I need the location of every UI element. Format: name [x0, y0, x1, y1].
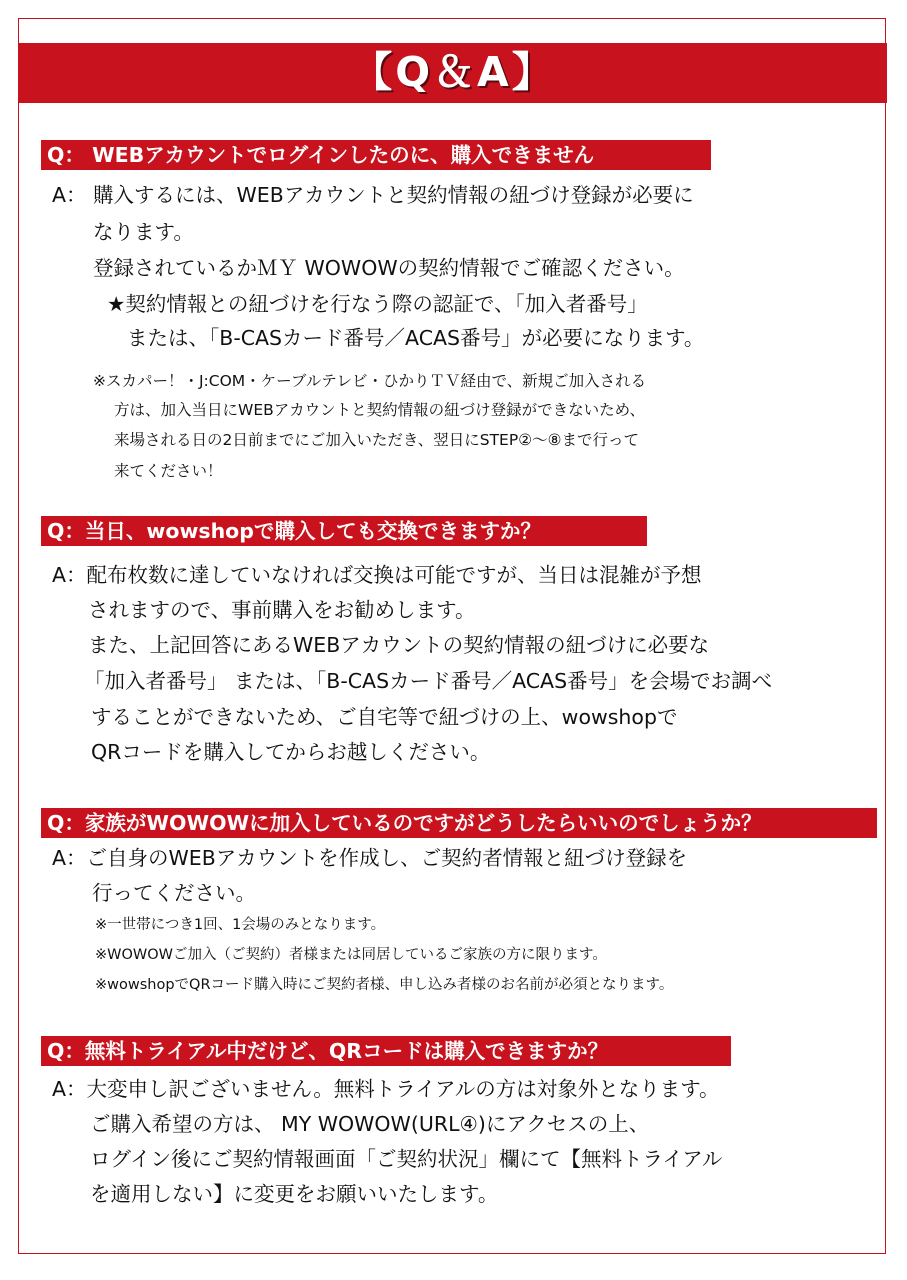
- answer-4-line-1: A：大変申し訳ございません。無料トライアルの方は対象外となります。: [52, 1077, 720, 1101]
- answer-4-line-4: を適用しない】に変更をお願いいたします。: [90, 1182, 499, 1206]
- question-4: Q：無料トライアル中だけど、QRコードは購入できますか？: [47, 1039, 609, 1063]
- question-3: Q：家族がWOWOWに加入しているのですがどうしたらいいのでしょうか？: [47, 811, 762, 835]
- question-1: Q： WEBアカウントでログインしたのに、購入できません: [47, 143, 595, 167]
- answer-1-line-4: ★契約情報との紐づけを行なう際の認証で、「加入者番号」: [107, 292, 648, 316]
- answer-4-line-2: ご購入希望の方は、 MY WOWOW(URL④)にアクセスの上、: [90, 1112, 650, 1136]
- answer-1-line-1: A： 購入するには、WEBアカウントと契約情報の紐づけ登録が必要に: [52, 183, 694, 207]
- answer-3-line-2: 行ってください。: [92, 881, 256, 905]
- note-1-line-2: 方は、加入当日にWEBアカウントと契約情報の紐づけ登録ができないため、: [114, 401, 645, 419]
- answer-2-line-5: することができないため、ご自宅等で紐づけの上、wowshopで: [91, 705, 678, 729]
- answer-1-line-2: なります。: [93, 220, 194, 244]
- question-2: Q：当日、wowshopで購入しても交換できますか？: [47, 519, 541, 543]
- note-3-line-2: ※WOWOWご加入（ご契約）者様または同居しているご家族の方に限ります。: [95, 947, 607, 963]
- answer-2-line-4: 「加入者番号」 または、「B-CASカード番号／ACAS番号」を会場でお調べ: [84, 669, 773, 693]
- note-1-line-4: 来てください！: [114, 462, 223, 480]
- note-3-line-1: ※一世帯につき1回、1会場のみとなります。: [95, 917, 386, 933]
- answer-1-line-5: または、「B-CASカード番号／ACAS番号」が必要になります。: [127, 326, 705, 350]
- note-3-line-3: ※wowshopでQRコード購入時にご契約者様、申し込み者様のお名前が必須となります。: [95, 977, 674, 993]
- answer-2-line-1: A：配布枚数に達していなければ交換は可能ですが、当日は混雑が予想: [52, 563, 702, 587]
- page-title: 【Q＆A】: [351, 48, 556, 96]
- note-1-line-3: 来場される日の2日前までにご加入いただき、翌日にSTEP②〜⑧まで行って: [114, 431, 639, 449]
- answer-4-line-3: ログイン後にご契約情報画面「ご契約状況」欄にて【無料トライアル: [90, 1147, 723, 1171]
- note-1-line-1: ※スカパー！・J:COM・ケーブルテレビ・ひかりＴＶ経由で、新規ご加入される: [93, 372, 647, 390]
- answer-2-line-6: QRコードを購入してからお越しください。: [91, 740, 491, 764]
- answer-2-line-3: また、上記回答にあるWEBアカウントの契約情報の紐づけに必要な: [88, 633, 710, 657]
- answer-3-line-1: A：ご自身のWEBアカウントを作成し、ご契約者情報と紐づけ登録を: [52, 846, 688, 870]
- answer-2-line-2: されますので、事前購入をお勧めします。: [88, 598, 476, 622]
- answer-1-line-3: 登録されているかＭＹ WOWOWの契約情報でご確認ください。: [93, 256, 685, 280]
